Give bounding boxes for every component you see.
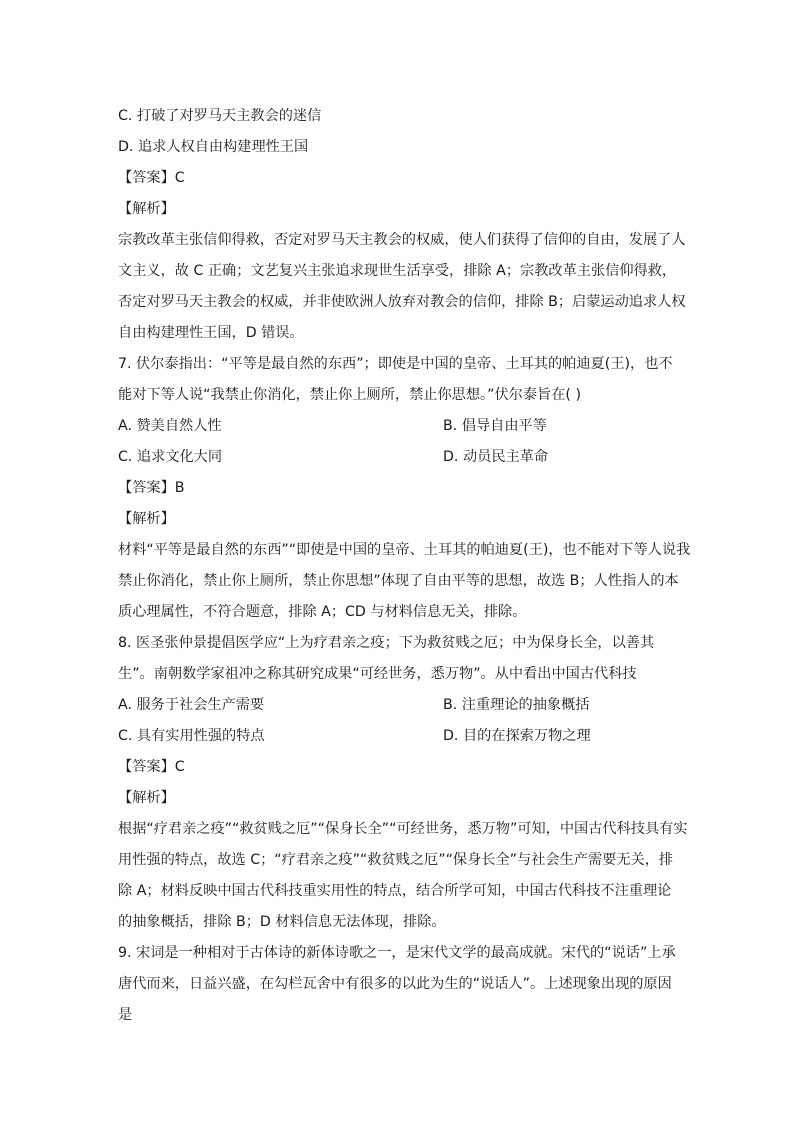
q6-analysis-label: 【解析】: [118, 201, 175, 217]
q8-stem-line: 生”。南朝数学家祖冲之称其研究成果“可经世务，悉万物”。从中看出中国古代科技: [118, 666, 637, 682]
q7-analysis-line: 质心理属性，不符合题意，排除 A；CD 与材料信息无关，排除。: [118, 604, 527, 620]
q8-analysis-label: 【解析】: [118, 790, 175, 806]
q7-analysis-label: 【解析】: [118, 511, 175, 527]
q8-option-a: A. 服务于社会生产需要: [118, 697, 265, 713]
q7-option-b: B. 倡导自由平等: [443, 418, 547, 434]
q8-options-row-1: [118, 690, 678, 721]
q7-analysis-line: 材料“平等是最自然的东西”“即使是中国的皇帝、土耳其的帕迪夏(王)，也不能对下等人说我: [118, 542, 691, 558]
q8-analysis-line: 的抽象概括，排除 B；D 材料信息无法体现，排除。: [118, 914, 446, 930]
q6-analysis-line: 文主义，故 C 正确；文艺复兴主张追求现世生活享受，排除 A；宗教改革主张信仰得救，: [118, 263, 677, 279]
q7-stem-line: 能对下等人说“我禁止你消化，禁止你上厕所，禁止你思想。”伏尔泰旨在( ): [118, 387, 581, 403]
q8-stem-line: 8. 医圣张仲景提倡医学应“上为疗君亲之疫；下为救贫贱之厄；中为保身长全，以善其: [118, 635, 655, 651]
q6-answer: 【答案】C: [118, 170, 185, 186]
q7-answer: 【答案】B: [118, 480, 185, 496]
question-content: [118, 101, 691, 1031]
q8-answer: 【答案】C: [118, 759, 185, 775]
q6-analysis-line: 否定对罗马天主教会的权威，并非使欧洲人放弃对教会的信仰，排除 B；启蒙运动追求人权: [118, 294, 686, 310]
q6-analysis-line: 自由构建理性王国，D 错误。: [118, 325, 304, 341]
q7-stem-line: 7. 伏尔泰指出：“平等是最自然的东西”；即使是中国的皇帝、土耳其的帕迪夏(王)，也不: [118, 356, 673, 372]
q9-stem-line: 9. 宋词是一种相对于古体诗的新体诗歌之一，是宋代文学的最高成就。宋代的“说话”上承: [118, 945, 676, 961]
q7-options-row-1: [118, 411, 678, 442]
q6-analysis-line: 宗教改革主张信仰得救，否定对罗马天主教会的权威，使人们获得了信仰的自由，发展了人: [118, 232, 686, 248]
q8-analysis-line: 用性强的特点，故选 C；“疗君亲之疫”“救贫贱之厄”“保身长全”与社会生产需要无关，排: [118, 852, 674, 868]
q8-option-c: C. 具有实用性强的特点: [118, 728, 265, 744]
q8-option-d: D. 目的在探索万物之理: [443, 728, 591, 744]
q9-stem-line: 是: [118, 1007, 133, 1023]
q7-option-a: A. 赞美自然人性: [118, 418, 222, 434]
q7-option-d: D. 动员民主革命: [443, 449, 549, 465]
q6-option-d: D. 追求人权自由构建理性王国: [118, 139, 309, 155]
q7-analysis-line: 禁止你消化，禁止你上厕所，禁止你思想”体现了自由平等的思想，故选 B；人性指人的本: [118, 573, 679, 589]
q8-analysis-line: 除 A；材料反映中国古代科技重实用性的特点，结合所学可知，中国古代科技不注重理论: [118, 883, 672, 899]
q8-options-row-2: [118, 721, 678, 752]
q6-option-c: C. 打破了对罗马天主教会的迷信: [118, 108, 322, 124]
q7-option-c: C. 追求文化大同: [118, 449, 223, 465]
q8-analysis-line: 根据“疗君亲之疫”“救贫贱之厄”“保身长全”“可经世务，悉万物”可知，中国古代科技具有实: [118, 821, 688, 837]
q7-options-row-2: [118, 442, 678, 473]
q9-stem-line: 唐代而来，日益兴盛，在勾栏瓦舍中有很多的以此为生的“说话人”。上述现象出现的原因: [118, 976, 672, 992]
q8-option-b: B. 注重理论的抽象概括: [443, 697, 590, 713]
